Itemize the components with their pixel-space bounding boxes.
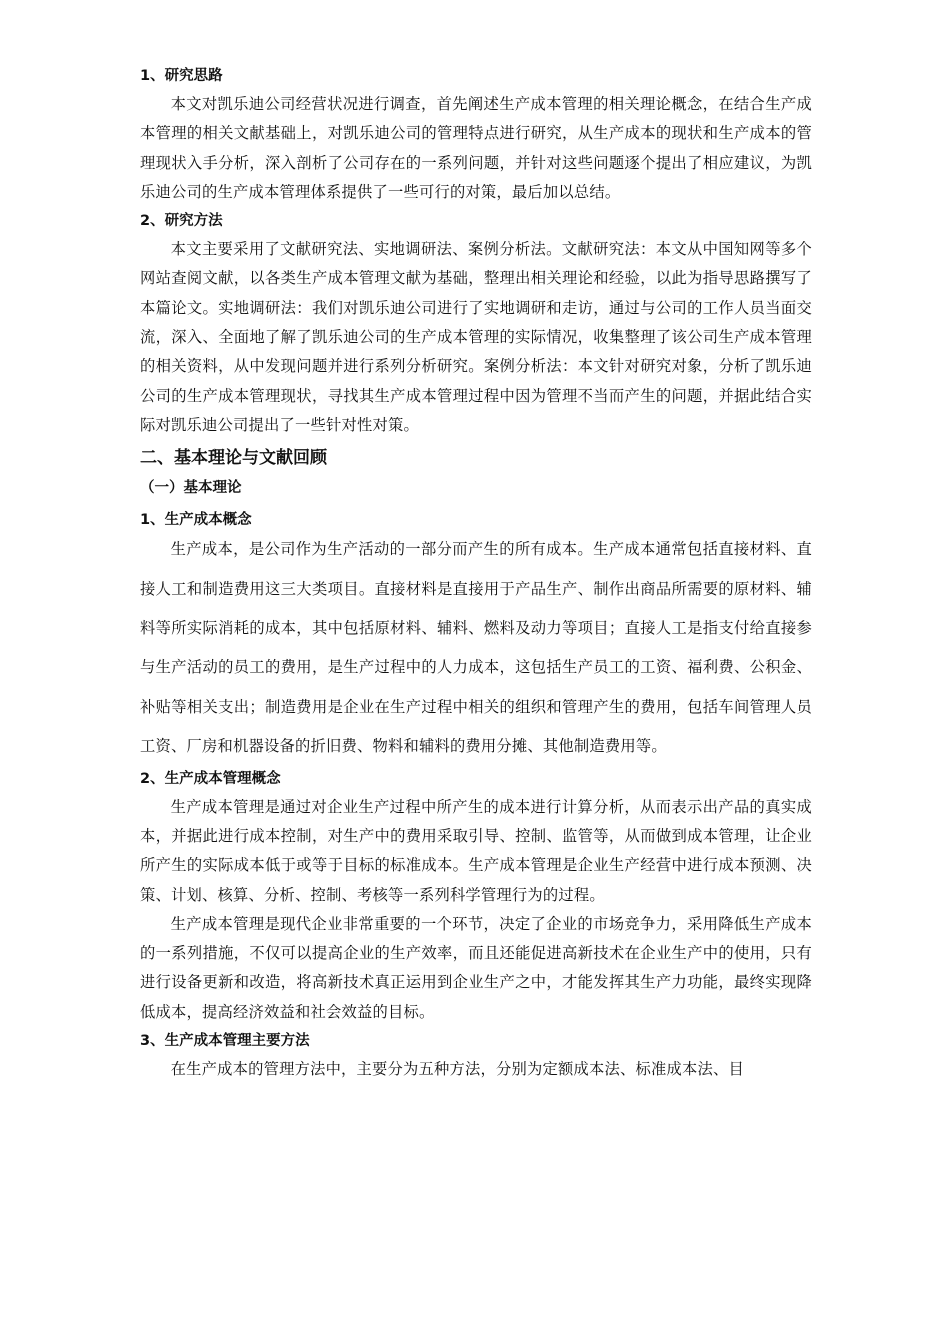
paragraph-cost-management-methods: 在生产成本的管理方法中，主要分为五种方法，分别为定额成本法、标准成本法、目 xyxy=(170,1060,744,1079)
section-heading-cost-management-concept: 2、生产成本管理概念 xyxy=(140,770,281,787)
paragraph-research-methods: 本文主要采用了文献研究法、实地调研法、案例分析法。文献研究法：本文从中国知网等多个网站查阅文献，以各类生产成本管理文献为基础，整理出相关理论和经验，以此为指导思路撰写了本篇论文。实地调研法：我们对凯乐迪公司进行了实地调研和走访，通过与公司的工作人员当面交流，深入、全面地了解了凯乐迪公司的生产成本管理的实际情况，收集整理了该公司生产成本管理的相关资料，从中发现问题并进行系列分析研究。案例分析法：本文针对研究对象，分析了凯乐迪公司的生产成本管理现状，寻找其生产成本管理过程中因为管理不当而产生的问题，并据此结合实际对凯乐迪公司提出了一些针对性对策。 xyxy=(140,240,812,434)
document-page xyxy=(140,66,812,1084)
paragraph-cost-management-concept-1: 生产成本管理是通过对企业生产过程中所产生的成本进行计算分析，从而表示出产品的真实成本，并据此进行成本控制，对生产中的费用采取引导、控制、监管等，从而做到成本管理，让企业所产生的实际成本低于或等于目标的标准成本。生产成本管理是企业生产经营中进行成本预测、决策、计划、核算、分析、控制、考核等一系列科学管理行为的过程。 xyxy=(140,797,812,904)
section-heading-research-methods: 2、研究方法 xyxy=(140,213,223,230)
paragraph-cost-management-concept-2: 生产成本管理是现代企业非常重要的一个环节，决定了企业的市场竞争力，采用降低生产成本的一系列措施，不仅可以提高企业的生产效率，而且还能促进高新技术在企业生产中的使用，只有进行设备更新和改造，将高新技术真正运用到企业生产之中，才能发挥其生产力功能，最终实现降低成本，提高经济效益和社会效益的目标。 xyxy=(140,914,812,1021)
section-heading-production-cost-concept: 1、生产成本概念 xyxy=(140,512,252,529)
subchapter-heading: （一）基本理论 xyxy=(140,480,242,497)
section-heading-research-approach: 1、研究思路 xyxy=(140,68,223,84)
section-heading-cost-management-methods: 3、生产成本管理主要方法 xyxy=(140,1033,310,1050)
paragraph-production-cost-concept: 生产成本，是公司作为生产活动的一部分而产生的所有成本。生产成本通常包括直接材料、直接人工和制造费用这三大类项目。直接材料是直接用于产品生产、制作出商品所需要的原材料、辅料等所实际消耗的成本，其中包括原材料、辅料、燃料及动力等项目；直接人工是指支付给直接参与生产活动的员工的费用，是生产过程中的人力成本，这包括生产员工的工资、福利费、公积金、补贴等相关支出；制造费用是企业在生产过程中相关的组织和管理产生的费用，包括车间管理人员工资、厂房和机器设备的折旧费、物料和辅料的费用分摊、其他制造费用等。 xyxy=(140,540,812,756)
chapter-heading: 二、基本理论与文献回顾 xyxy=(140,448,327,469)
paragraph-research-approach: 本文对凯乐迪公司经营状况进行调查，首先阐述生产成本管理的相关理论概念，在结合生产成本管理的相关文献基础上，对凯乐迪公司的管理特点进行研究，从生产成本的现状和生产成本的管理现状入手分析，深入剖析了公司存在的一系列问题，并针对这些问题逐个提出了相应建议，为凯乐迪公司的生产成本管理体系提供了一些可行的对策，最后加以总结。 xyxy=(140,95,812,201)
